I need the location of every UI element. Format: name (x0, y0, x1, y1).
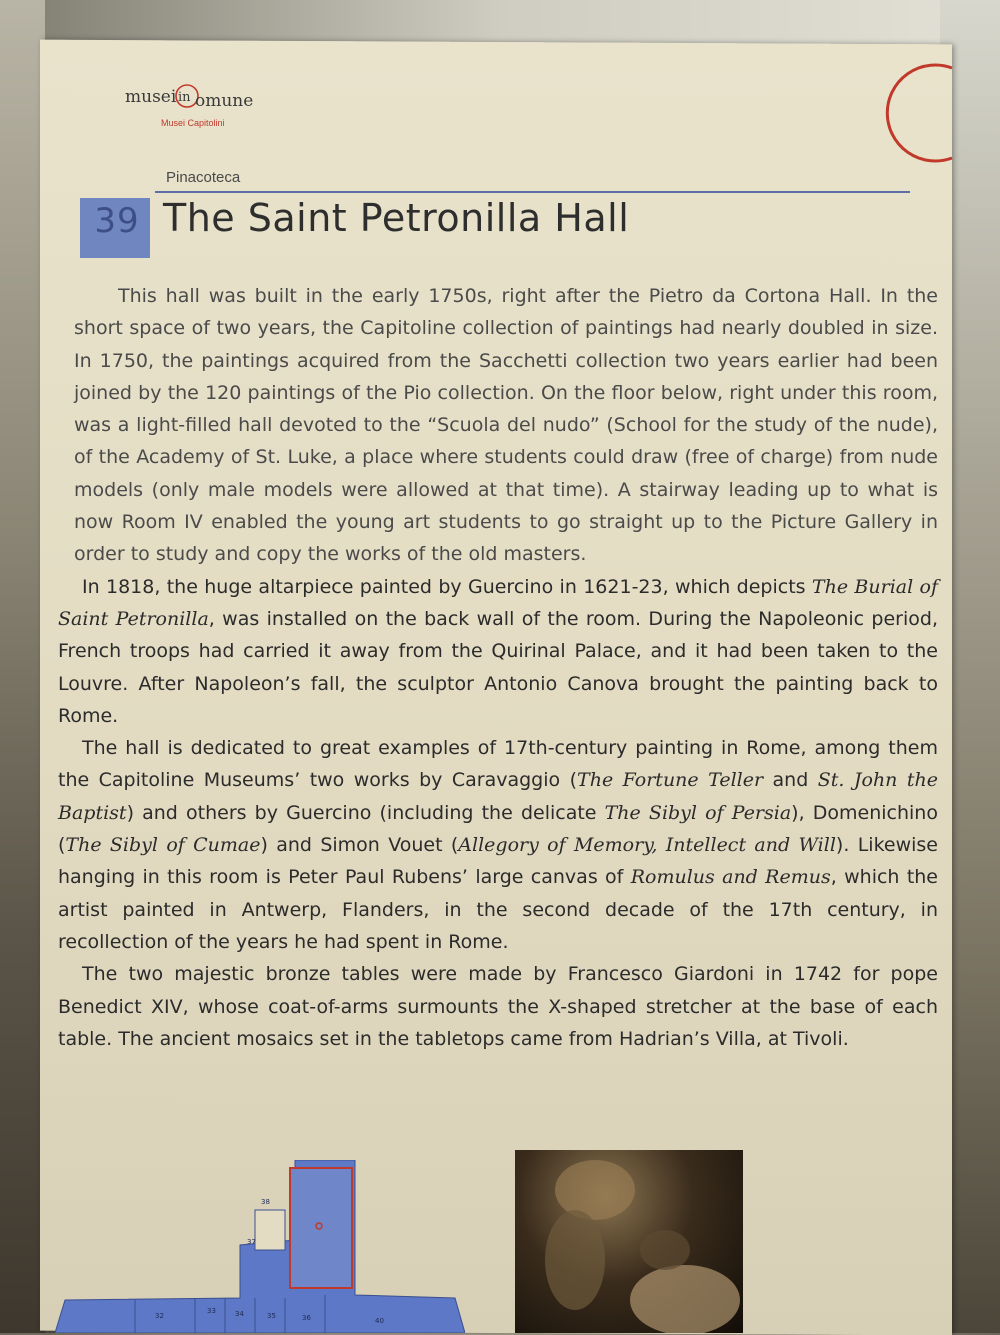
paragraph-text: , which the artist painted in Antwerp, Flanders, in the second decade of the 17th century, in recollection of the years he had spent in Rome. (58, 866, 938, 953)
map-room-label: 35 (267, 1312, 276, 1320)
body-paragraph (58, 280, 938, 571)
paragraph-text: , was installed on the back wall of the room. During the Napoleonic period, French troops had carried it away from the Quirinal Palace, and it had been taken to the Louvre. After Napoleon’s fall, the sculptor Antonio Canova brought the painting back to Rome. (58, 607, 938, 727)
left-wall-background (0, 0, 45, 1333)
artwork-title-text: The Sibyl of Cumae (65, 834, 261, 857)
map-room-label: 32 (155, 1312, 164, 1320)
svg-text:omune: omune (195, 91, 254, 111)
floor-plan-map (55, 1160, 465, 1333)
map-room-label: 37 (247, 1238, 256, 1246)
logo-wordmark (125, 78, 305, 114)
section-label: Pinacoteca (166, 169, 241, 186)
artwork-title-text: St. John the Baptist (58, 769, 938, 824)
paragraph-text: ) and others by Guercino (including the delicate (126, 801, 605, 824)
artwork-title-text: The Sibyl of Persia (604, 801, 792, 824)
paragraph-text: and (763, 769, 818, 792)
body-paragraph (58, 732, 938, 958)
description-text (58, 280, 938, 1055)
room-number: 39 (94, 201, 140, 241)
logo-subtitle: Musei Capitolini (161, 118, 225, 128)
map-room-label: 38 (261, 1198, 270, 1206)
map-room-label: 40 (375, 1317, 384, 1325)
artwork-title-text: Romulus and Remus (630, 866, 831, 889)
svg-text:musei: musei (125, 87, 177, 107)
artwork-title-text: Allegory of Memory, Intellect and Will (458, 834, 836, 857)
page-title: The Saint Petronilla Hall (163, 196, 630, 240)
paragraph-text: The hall is dedicated to great examples of 17th-century painting in Rome, among them the Capitoline Museums’ two works by Caravaggio ( (58, 737, 938, 792)
map-room-label: 36 (302, 1314, 311, 1322)
body-paragraph (58, 571, 938, 732)
paragraph-text: ) and Simon Vouet ( (260, 834, 459, 857)
artwork-title-text: The Fortune Teller (577, 769, 764, 792)
paragraph-text: In 1818, the huge altarpiece painted by Guercino in 1621-23, which depicts (82, 575, 812, 598)
museum-logo (125, 78, 305, 134)
svg-text:in: in (178, 90, 191, 105)
paragraph-text: ), Domenichino ( (58, 801, 938, 857)
painting-figures (515, 1150, 743, 1333)
paragraph-text: This hall was built in the early 1750s, right after the Pietro da Cortona Hall. In the short space of two years, the Capitoline collection of paintings had nearly doubled in size. In 1750, the paintings acquired from the Sacchetti collection two years earlier had been joined by the 120 paintings of the Pio collection. On the floor below, right under this room, was a light-filled hall devoted to the “Scuola del nudo” (School for the study of the nude), of the Academy of St. Luke, a place where students could draw (free of charge) from nude models (only male models were allowed at that time). A stairway leading up to what is now Room IV enabled the young art students to go straight up to the Picture Gallery in order to study and copy the works of the old masters. (74, 285, 938, 566)
paragraph-text: ). Likewise hanging in this room is Peter Paul Rubens’ large canvas of (58, 834, 938, 889)
map-room-label: 33 (207, 1307, 216, 1315)
header-rule (155, 191, 910, 193)
red-c-emblem-icon (880, 58, 960, 168)
paragraph-text: The two majestic bronze tables were made by Francesco Giardoni in 1742 for pope Benedict XIV, whose coat-of-arms surmounts the X-shaped stretcher at the base of each table. The ancient mosaics set in the tabletops came from Hadrian’s Villa, at Tivoli. (58, 963, 938, 1050)
body-paragraph (58, 958, 938, 1055)
map-room-label: 34 (235, 1310, 244, 1318)
artwork-title-text: The Burial of Saint Petronilla (58, 575, 938, 630)
painting-photo (515, 1150, 743, 1333)
